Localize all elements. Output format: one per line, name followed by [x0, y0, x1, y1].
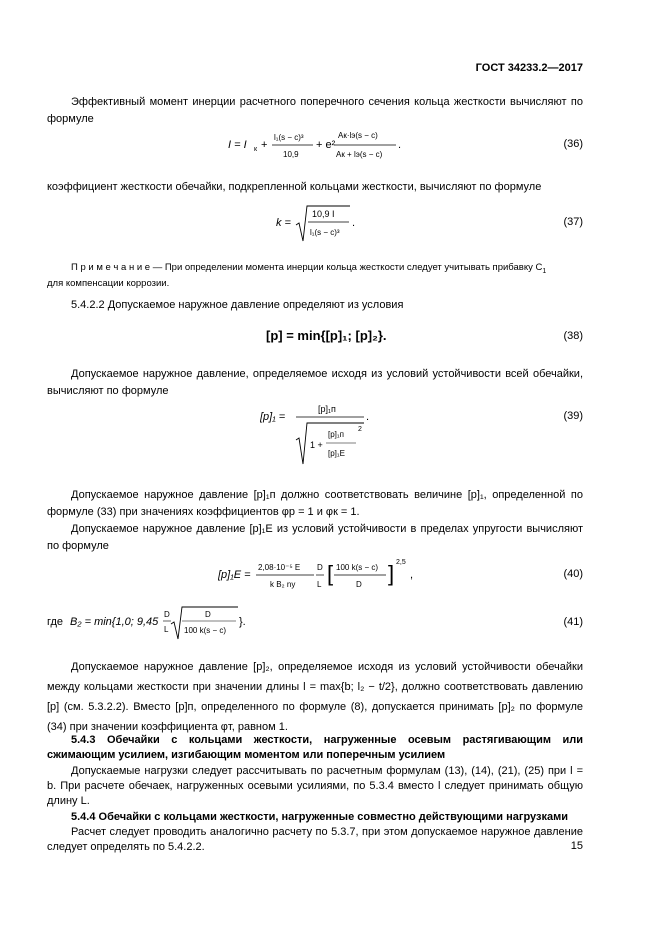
section-5-4-4-title: 5.4.4 Обечайки с кольцами жесткости, нагруженные совместно действующими нагрузками	[71, 811, 568, 823]
formula-41	[70, 602, 250, 642]
svg-text:k =: k =	[276, 217, 291, 229]
svg-text:]: ]	[388, 561, 395, 586]
equation-37-number: (37)	[563, 216, 583, 228]
formula-39	[260, 398, 375, 468]
equation-40-number: (40)	[563, 568, 583, 580]
svg-text:.: .	[352, 217, 356, 229]
svg-text:к: к	[254, 146, 258, 153]
note-text: — При определении момента инерции кольца жесткости следует учитывать прибавку C	[150, 262, 543, 273]
page-number: 15	[570, 840, 583, 852]
svg-text:I = I: I = I	[228, 139, 247, 151]
svg-text:+: +	[261, 139, 268, 151]
formula-36	[228, 125, 408, 167]
svg-text:B₂ = min{1,0; 9,45: B₂ = min{1,0; 9,45	[70, 616, 159, 628]
svg-text:.: .	[366, 411, 370, 423]
paragraph-5b: Допускаемое наружное давление [p]₁E из условий устойчивости в пределах упругости вычисляют по формуле	[47, 523, 583, 552]
note-label: П р и м е ч а н и е	[71, 262, 151, 273]
svg-text:[p]₁п: [p]₁п	[318, 404, 336, 414]
svg-text:D: D	[356, 580, 362, 589]
paragraph-6: Допускаемое наружное давление [p]₂, определяемое исходя из условий устойчивости обечайки между кольцами жесткости при значении длины l = max{b; l₂ − t/2}, должно соответствовать давлению [p] (см. 5.3.2.2). Вместо [p]п, определенного по формуле (8), допускается принимать [p]₂ по формуле (34) при значении коэффициента φт, равном 1.	[47, 661, 583, 733]
svg-text:D: D	[164, 610, 170, 619]
svg-text:,: ,	[410, 569, 414, 581]
equation-41-number: (41)	[563, 616, 583, 628]
svg-text:}.: }.	[239, 616, 246, 628]
equation-39-number: (39)	[563, 410, 583, 422]
document-header: ГОСТ 34233.2—2017	[475, 62, 583, 74]
svg-text:10,9 I: 10,9 I	[312, 209, 335, 219]
svg-text:+ e²: + e²	[316, 139, 336, 151]
equation-36-number: (36)	[563, 138, 583, 150]
svg-text:[p]₁ =: [p]₁ =	[260, 411, 286, 423]
section-5-4-3-title: 5.4.3 Обечайки с кольцами жесткости, нагруженные осевым растягивающим или сжимающим усилием, изгибающим моментом или поперечным усилием	[47, 734, 583, 761]
paragraph-2: коэффициент жесткости обечайки, подкрепленной кольцами жесткости, вычисляют по формуле	[47, 181, 542, 193]
formula-37	[276, 203, 366, 245]
svg-text:10,9: 10,9	[283, 150, 299, 159]
svg-text:D: D	[317, 563, 323, 572]
svg-text:[p]₁п: [p]₁п	[328, 430, 344, 439]
svg-text:2,5: 2,5	[396, 559, 406, 566]
svg-text:100 k(s − c): 100 k(s − c)	[336, 563, 379, 572]
svg-text:2,08·10⁻⁵ E: 2,08·10⁻⁵ E	[258, 563, 301, 572]
paragraph-3: 5.4.2.2 Допускаемое наружное давление определяют из условия	[71, 299, 404, 311]
svg-text:100 k(s − c): 100 k(s − c)	[184, 626, 227, 635]
svg-text:.: .	[398, 139, 402, 151]
svg-text:L: L	[317, 580, 322, 589]
svg-text:k B₂ nу: k B₂ nу	[270, 580, 296, 589]
paragraph-1: Эффективный момент инерции расчетного поперечного сечения кольца жесткости вычисляют по формуле	[47, 96, 583, 125]
svg-text:[: [	[327, 561, 334, 586]
svg-text:2: 2	[358, 426, 362, 433]
formula-38: [p] = min{[p]₁; [p]₂}.	[266, 328, 387, 343]
svg-text:L: L	[164, 625, 169, 634]
svg-text:l₁(s − c)³: l₁(s − c)³	[274, 133, 304, 142]
svg-text:[p]₁E: [p]₁E	[328, 449, 345, 458]
svg-text:Aк·lэ(s − c): Aк·lэ(s − c)	[338, 131, 378, 140]
paragraph-5a: Допускаемое наружное давление [p]₁п должно соответствовать величине [p]₁, определенной по формуле (33) при значениях коэффициентов φр = 1 и φк = 1.	[47, 489, 583, 518]
note-text-2: для компенсации коррозии.	[47, 277, 170, 289]
note-sub: 1	[542, 267, 547, 275]
equation-38-number: (38)	[563, 330, 583, 342]
where-label: где	[47, 616, 64, 628]
svg-text:[p]₁E =: [p]₁E =	[218, 569, 251, 581]
svg-text:l₁(s − c)³: l₁(s − c)³	[310, 228, 340, 237]
formula-40	[218, 555, 418, 597]
svg-text:D: D	[205, 610, 211, 619]
svg-text:1 +: 1 +	[310, 440, 323, 450]
section-5-4-4-text: Расчет следует проводить аналогично расчету по 5.3.7, при этом допускаемое наружное давление следует определять по 5.4.2.2.	[47, 826, 583, 853]
paragraph-4: Допускаемое наружное давление, определяемое исходя из условий устойчивости всей обечайки, вычисляют по формуле	[47, 368, 583, 397]
note	[47, 262, 583, 290]
svg-text:Aк + lэ(s − c): Aк + lэ(s − c)	[336, 150, 383, 159]
section-5-4-3-text: Допускаемые нагрузки следует рассчитывать по расчетным формулам (13), (14), (21), (25) при l = b. При расчете обечаек, нагруженных осевыми усилиями, по 5.3.4 вместо l следует принимать общую длину L.	[47, 765, 583, 807]
